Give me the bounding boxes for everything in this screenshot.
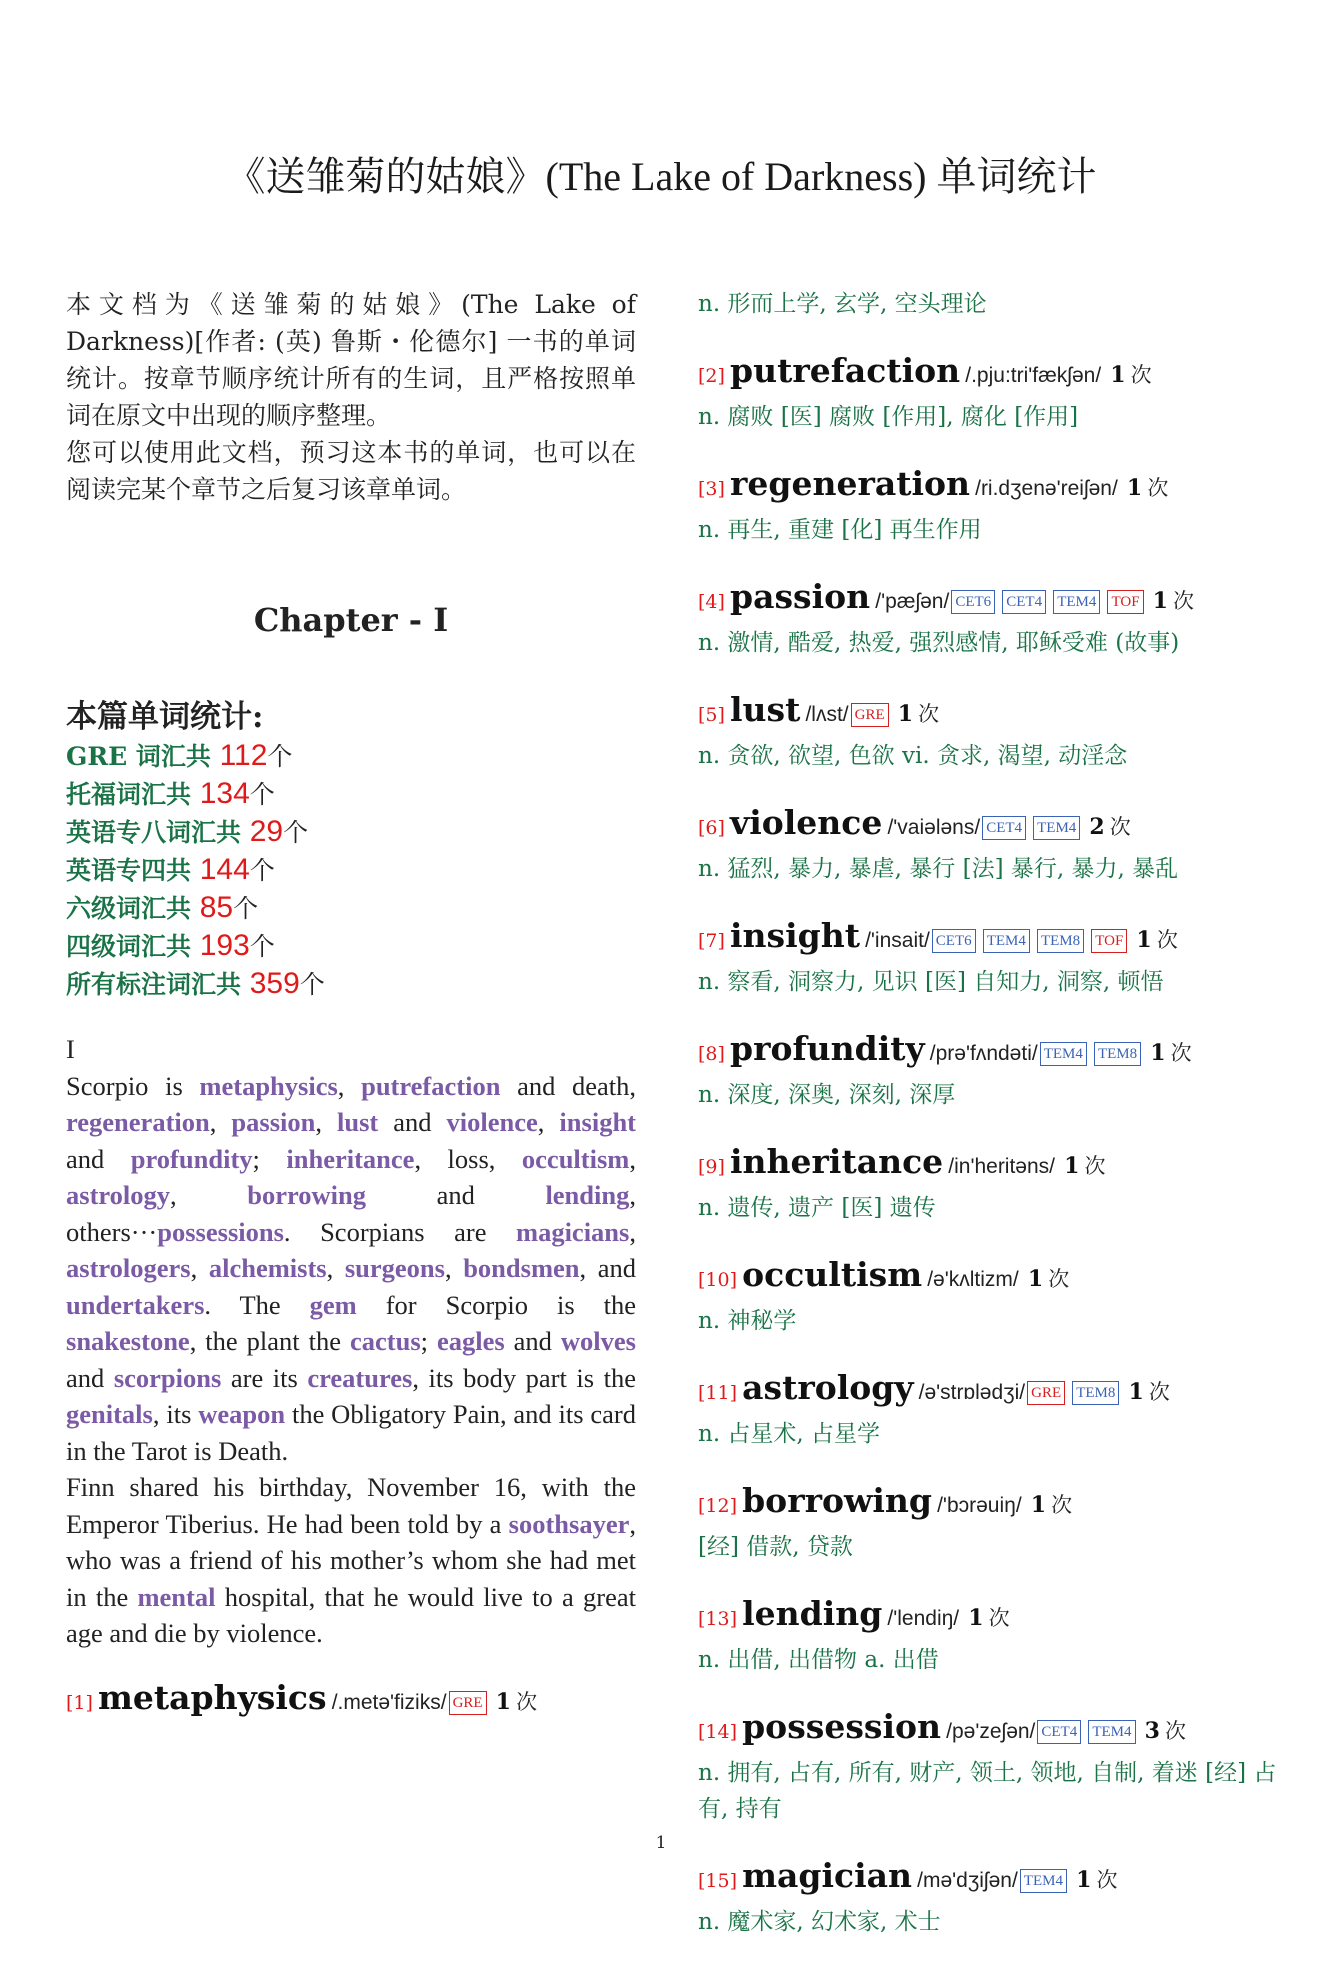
entry-head: [1] metaphysics /.metə'fiziks/ GRE 1 次 xyxy=(66,1677,538,1717)
intro-paragraph-1: 本文档为《送雏菊的姑娘》(The Lake of Darkness)[作者: (英) 鲁斯・伦德尔] 一书的单词统计。按章节顺序统计所有的生词，且严格按照单词在原文中出现的顺序整理。 xyxy=(66,290,636,430)
stat-gre: GRE 词汇共 112个 xyxy=(66,739,293,772)
vocab-entry: [8] profundity /prə'fʌndəti/ TEM4 TEM8 1 次 n. 深度, 深奥, 深刻, 深厚 xyxy=(698,1029,1192,1108)
vocab-entry: [2] putrefaction /.pju:tri'fækʃən/ 1 次 n. 腐败 [医] 腐败 [作用], 腐化 [作用] xyxy=(698,351,1152,430)
vocab-entry: [12] borrowing /'bɔrəuiŋ/ 1 次 [经] 借款, 贷款 xyxy=(698,1481,1073,1560)
passage-chapter-mark: I xyxy=(66,1034,75,1064)
vocab-entry: [9] inheritance /in'heritəns/ 1 次 n. 遗传, 遗产 [医] 遗传 xyxy=(698,1142,1106,1221)
stat-toefl: 托福词汇共 134个 xyxy=(66,777,275,810)
tag-tem4: TEM4 xyxy=(983,929,1030,953)
intro-paragraph-2: 您可以使用此文档，预习这本书的单词，也可以在阅读完某个章节之后复习该章单词。 xyxy=(66,438,636,504)
stat-cet6: 六级词汇共 85个 xyxy=(66,891,259,924)
stat-tem4: 英语专四共 144个 xyxy=(66,853,275,886)
tag-tem8: TEM8 xyxy=(1072,1381,1119,1405)
tag-cet6: CET6 xyxy=(932,929,976,953)
vocab-entry: [3] regeneration /ri.dʒenə'reiʃən/ 1 次 n. 再生, 重建 [化] 再生作用 xyxy=(698,464,1169,543)
vocab-entry: [14] possession /pə'zeʃən/ CET4 TEM4 3 次 n. 拥有, 占有, 所有, 财产, 领土, 领地, 自制, 着迷 [经] 占有, 持有 xyxy=(698,1707,1277,1822)
right-column xyxy=(698,286,1278,1967)
vocab-entry-continued: n. 形而上学, 玄学, 空头理论 xyxy=(698,291,987,317)
stat-tem8: 英语专八词汇共 29个 xyxy=(66,815,309,848)
stats-title: 本篇单词统计: xyxy=(66,699,264,735)
vocab-entry: [11] astrology /ə'strɒlədʒi/ GRE TEM8 1 次 n. 占星术, 占星学 xyxy=(698,1368,1170,1447)
tag-tem4: TEM4 xyxy=(1033,816,1080,840)
tag-cet6: CET6 xyxy=(951,590,995,614)
tag-gre: GRE xyxy=(851,703,889,727)
vocab-entry: [4] passion /'pæʃən/ CET6 CET4 TEM4 TOF 1 次 n. 激情, 酷爱, 热爱, 强烈感情, 耶稣受难 (故事) xyxy=(698,577,1195,656)
vocab-entry: [10] occultism /ə'kʌltizm/ 1 次 n. 神秘学 xyxy=(698,1255,1070,1334)
stat-cet4: 四级词汇共 193个 xyxy=(66,929,275,962)
tag-cet4: CET4 xyxy=(982,816,1026,840)
tag-tem4: TEM4 xyxy=(1020,1869,1067,1893)
passage-paragraph-1: Scorpio is metaphysics, putrefaction and death, regeneration, passion, lust and violence, insight and profundity; inheritance, loss, occultism, astrology, borrowing and lending, others···possessions. Scorpians are magicians, astrologers, alchemists, surgeons, bondsmen, and undertakers. The gem for Scorpio is the snakestone, the plant the cactus; eagles and wolves and scorpions are its creatures, its body part is the genitals, its weapon the Obligatory Pain, and its card in the Tarot is Death. xyxy=(66,1070,637,1466)
vocab-entry: [5] lust /lʌst/ GRE 1 次 n. 贪欲, 欲望, 色欲 vi. 贪求, 渴望, 动淫念 xyxy=(698,690,1128,769)
left-column xyxy=(66,286,636,1753)
tag-tof: TOF xyxy=(1107,590,1143,614)
tag-tem4: TEM4 xyxy=(1040,1042,1087,1066)
stats-list xyxy=(66,737,636,1003)
chapter-heading: Chapter - I xyxy=(253,601,449,639)
tag-tem8: TEM8 xyxy=(1037,929,1084,953)
stat-all: 所有标注词汇共 359个 xyxy=(66,967,325,1000)
vocab-entry: [15] magician /mə'dʒiʃən/ TEM4 1 次 n. 魔术家, 幻术家, 术士 xyxy=(698,1856,1118,1935)
tag-tem8: TEM8 xyxy=(1094,1042,1141,1066)
tag-tem4: TEM4 xyxy=(1053,590,1100,614)
tag-tem4: TEM4 xyxy=(1088,1720,1135,1744)
vocab-entry: [7] insight /'insait/ CET6 TEM4 TEM8 TOF 1 次 n. 察看, 洞察力, 见识 [医] 自知力, 洞察, 顿悟 xyxy=(698,916,1178,995)
passage-text xyxy=(66,1031,636,1652)
vocab-entry: [6] violence /'vaiələns/ CET4 TEM4 2 次 n. 猛烈, 暴力, 暴虐, 暴行 [法] 暴行, 暴力, 暴乱 xyxy=(698,803,1179,882)
passage-paragraph-2: Finn shared his birthday, November 16, with the Emperor Tiberius. He had been told by a soothsayer, who was a friend of his mother’s whom she had met in the mental hospital, that he would live to a great age and die by violence. xyxy=(66,1472,636,1648)
tag-gre: GRE xyxy=(1027,1381,1065,1405)
tag-cet4: CET4 xyxy=(1002,590,1046,614)
page-title: 《送雏菊的姑娘》(The Lake of Darkness) 单词统计 xyxy=(225,154,1097,199)
vocab-entry: [13] lending /'lendiŋ/ 1 次 n. 出借, 出借物 a. 出借 xyxy=(698,1594,1010,1673)
vocab-entry xyxy=(66,1676,636,1726)
tag-tof: TOF xyxy=(1091,929,1127,953)
tag-gre: GRE xyxy=(449,1691,487,1715)
page-number: 1 xyxy=(655,1833,667,1853)
tag-cet4: CET4 xyxy=(1037,1720,1081,1744)
